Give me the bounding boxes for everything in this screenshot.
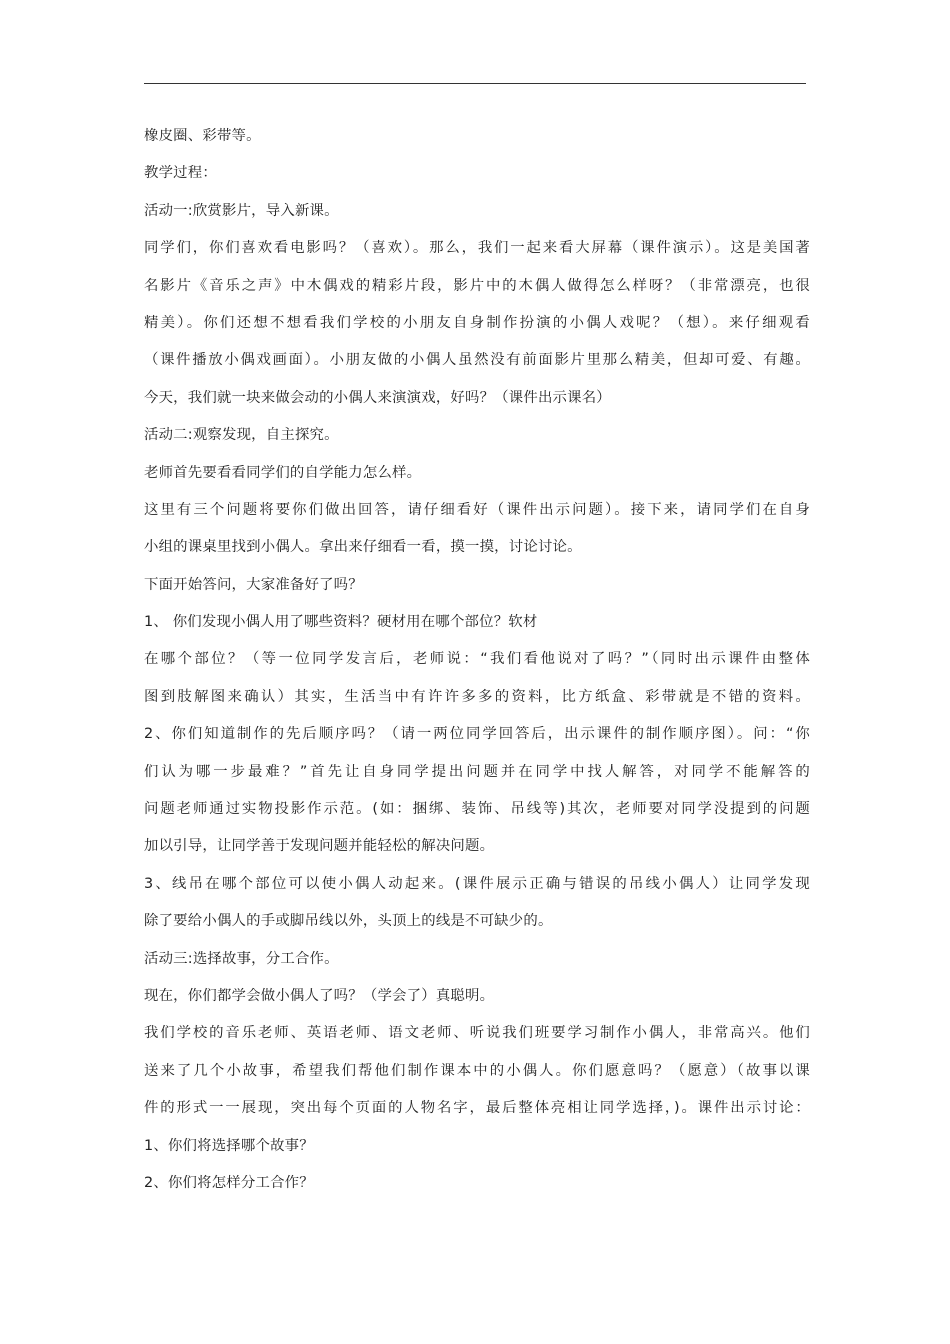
paragraph-line: 橡皮圈、彩带等。: [144, 128, 261, 144]
paragraph-line: 图到肢解图来确认）其实，生活当中有许许多多的资料，比方纸盒、彩带就是不错的资料。: [144, 688, 810, 705]
header-rule: [144, 83, 806, 84]
paragraph-line: 2、你们知道制作的先后顺序吗？（请一两位同学回答后，出示课件的制作顺序图）。问：“你: [144, 726, 810, 743]
paragraph-line: 今天，我们就一块来做会动的小偶人来演演戏，好吗？（课件出示课名）: [144, 389, 611, 406]
paragraph-line: 们认为哪一步最难？”首先让自身同学提出问题并在同学中找人解答，对同学不能解答的: [144, 763, 810, 780]
paragraph-line: 除了要给小偶人的手或脚吊线以外，头顶上的线是不可缺少的。: [144, 913, 553, 930]
paragraph-line: 活动一:欣赏影片，导入新课。: [144, 202, 339, 219]
paragraph-line: 1、 你们发现小偶人用了哪些资料？硬材用在哪个部位？软材: [144, 614, 538, 631]
paragraph-line: 活动二:观察发现，自主探究。: [144, 427, 339, 444]
paragraph-line: 这里有三个问题将要你们做出回答，请仔细看好（课件出示问题）。接下来，请同学们在自身: [144, 501, 810, 518]
paragraph-line: 问题老师通过实物投影作示范。(如：捆绑、装饰、吊线等)其次，老师要对同学没提到的问题: [144, 801, 810, 818]
paragraph-line: 我们学校的音乐老师、英语老师、语文老师、听说我们班要学习制作小偶人，非常高兴。他们: [144, 1025, 810, 1042]
document-body: [144, 123, 810, 1207]
paragraph-line: 1、你们将选择哪个故事？: [144, 1137, 314, 1154]
paragraph-line: 活动三:选择故事，分工合作。: [144, 950, 339, 967]
paragraph-line: 在哪个部位？（等一位同学发言后，老师说：“我们看他说对了吗？”（同时出示课件由整体: [144, 651, 810, 668]
paragraph-line: 现在，你们都学会做小偶人了吗？（学会了）真聪明。: [144, 987, 495, 1004]
paragraph-line: 3、线吊在哪个部位可以使小偶人动起来。(课件展示正确与错误的吊线小偶人）让同学发现: [144, 875, 810, 892]
paragraph-line: 送来了几个小故事，希望我们帮他们制作课本中的小偶人。你们愿意吗？（愿意）（故事以课: [144, 1062, 810, 1079]
paragraph-line: 精美）。你们还想不想看我们学校的小朋友自身制作扮演的小偶人戏呢？（想）。来仔细观看: [144, 314, 810, 331]
paragraph-line: 名影片《音乐之声》中木偶戏的精彩片段，影片中的木偶人做得怎么样呀？（非常漂亮，也很: [144, 277, 810, 294]
paragraph-line: 加以引导，让同学善于发现问题并能轻松的解决问题。: [144, 838, 495, 855]
paragraph-line: 教学过程：: [144, 165, 217, 182]
paragraph-line: 小组的课桌里找到小偶人。拿出来仔细看一看，摸一摸，讨论讨论。: [144, 539, 582, 556]
paragraph-line: （课件播放小偶戏画面）。小朋友做的小偶人虽然没有前面影片里那么精美，但却可爱、有趣。: [144, 352, 810, 369]
paragraph-line: 同学们，你们喜欢看电影吗？（喜欢）。那么，我们一起来看大屏幕（课件演示）。这是美国著: [144, 240, 810, 257]
paragraph-line: 件的形式一一展现，突出每个页面的人物名字，最后整体亮相让同学选择，)。课件出示讨论：: [144, 1100, 810, 1117]
paragraph-line: 下面开始答问，大家准备好了吗？: [144, 576, 363, 593]
paragraph-line: 2、你们将怎样分工合作？: [144, 1174, 314, 1191]
paragraph-line: 老师首先要看看同学们的自学能力怎么样。: [144, 464, 422, 481]
